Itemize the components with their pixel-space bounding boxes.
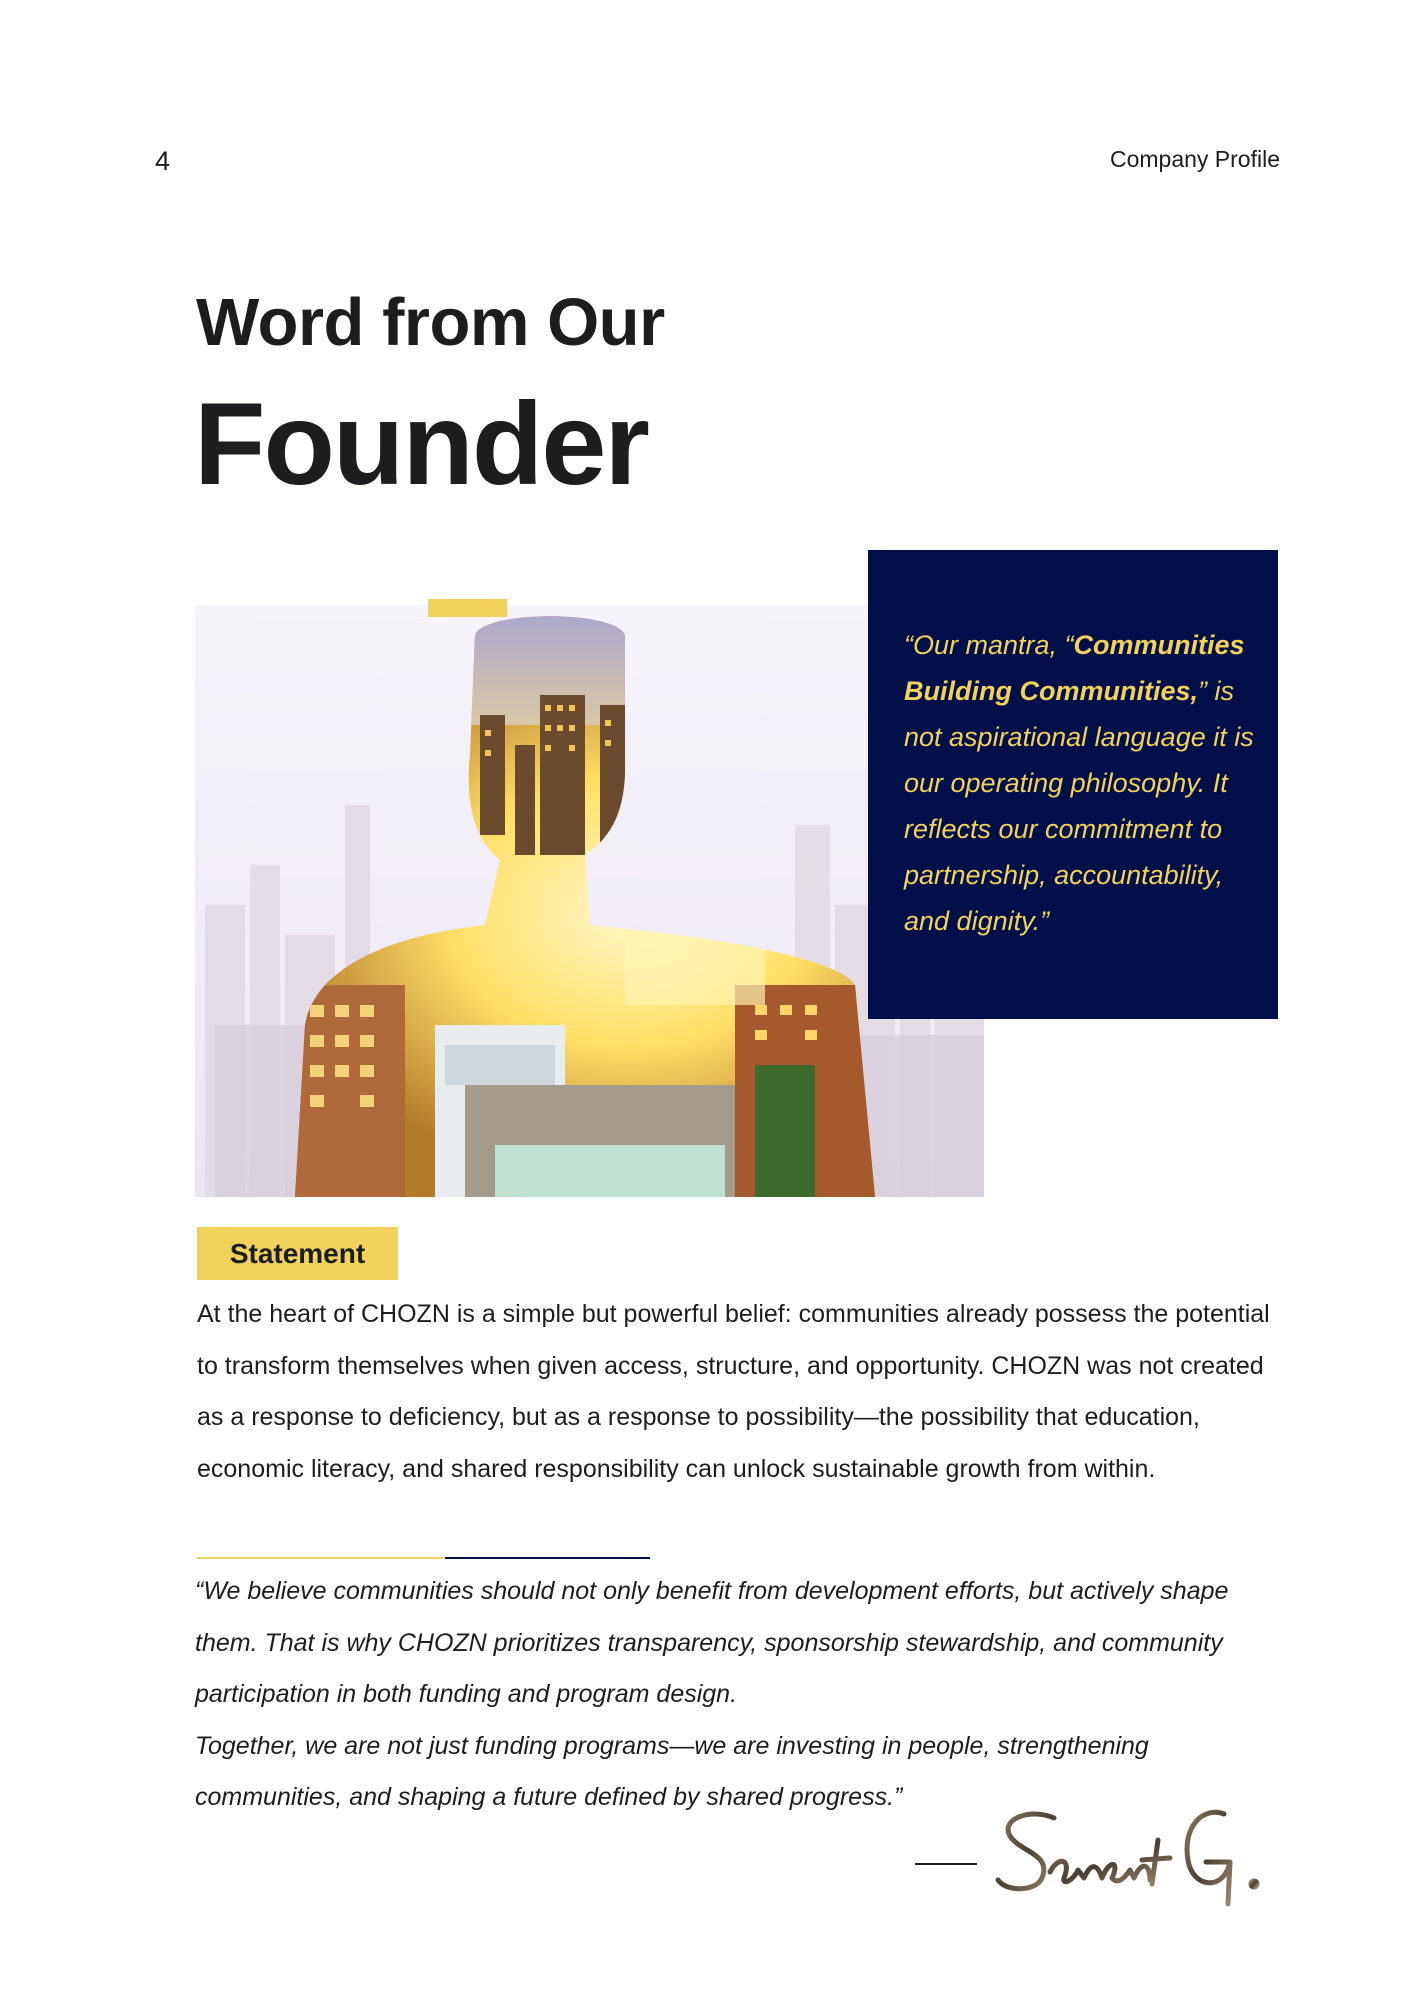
- divider-navy: [445, 1557, 650, 1559]
- mantra-quote-emphasis: Communities Building Communities,: [904, 630, 1245, 706]
- signature-dash: [915, 1863, 977, 1865]
- founder-quote-paragraph-2: Together, we are not just funding programs—we are investing in people, strengthening communities, and shaping a future defined by shared progress.”: [195, 1731, 1149, 1811]
- founder-quote: [195, 1566, 1295, 1824]
- mantra-callout: [868, 550, 1278, 1019]
- founder-cityscape-image: [195, 605, 984, 1197]
- mantra-quote-rest: ” is not aspirational language it is our operating philosophy. It reflects our commitment to partnership, accountability, and dignity.”: [904, 676, 1254, 936]
- page-title-line2: Founder: [194, 378, 648, 509]
- statement-label: Statement: [197, 1227, 398, 1280]
- statement-body: At the heart of CHOZN is a simple but powerful belief: communities already possess the potential to transform themselves when given access, structure, and opportunity. CHOZN was not created as a response to deficiency, but as a response to possibility—the possibility that education, economic literacy, and shared responsibility can unlock sustainable growth from within.: [197, 1300, 1270, 1483]
- mantra-quote-lead: “Our mantra, “: [904, 630, 1074, 660]
- running-header: Company Profile: [1109, 146, 1280, 172]
- page-number: 4: [155, 146, 171, 176]
- founder-quote-paragraph-1: “We believe communities should not only benefit from development efforts, but actively shape them. That is why CHOZN prioritizes transparency, sponsorship stewardship, and community participation in both funding and program design.: [195, 1577, 1229, 1708]
- mantra-quote: [904, 622, 1264, 944]
- gold-accent-bar: [428, 599, 507, 617]
- page-title-line1: Word from Our: [196, 285, 665, 360]
- divider-gold: [197, 1557, 445, 1559]
- founder-signature: [992, 1800, 1274, 1920]
